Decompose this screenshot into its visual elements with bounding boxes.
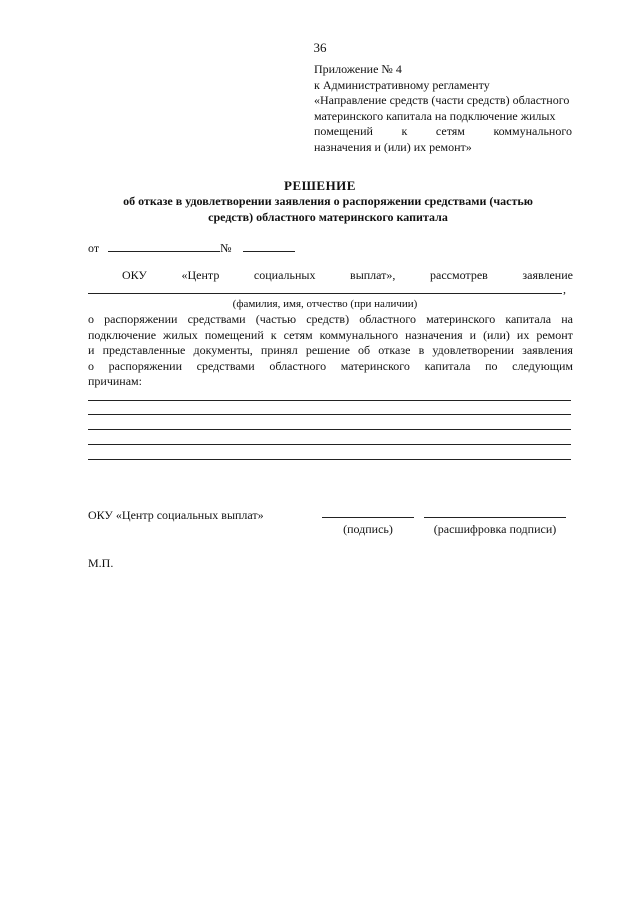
body-word: принял xyxy=(260,343,298,357)
body-word: областного xyxy=(269,358,327,373)
body-word: по xyxy=(485,358,498,373)
body-word: коммунального xyxy=(319,327,399,342)
body-line xyxy=(88,343,573,359)
reason-line[interactable] xyxy=(88,414,571,415)
document-subtitle xyxy=(90,194,566,225)
body-word: помещений xyxy=(204,327,264,342)
date-number-row xyxy=(88,240,295,256)
signature-caption: (подпись) xyxy=(343,522,393,536)
reason-line[interactable] xyxy=(88,429,571,430)
decision-body-text xyxy=(88,312,573,390)
org-word: «Центр xyxy=(181,268,220,282)
appendix-line: материнского капитала на подключение жилых xyxy=(314,108,556,123)
body-word: причинам: xyxy=(88,374,142,388)
appendix-word: коммунального xyxy=(493,124,572,138)
body-word: отказе xyxy=(378,343,411,357)
name-comma: , xyxy=(563,282,566,296)
body-word: об xyxy=(358,343,371,357)
body-word: подключение xyxy=(88,327,157,342)
org-word: выплат», xyxy=(350,268,396,282)
body-word: представленные xyxy=(102,343,186,357)
from-label: от xyxy=(88,241,100,255)
body-word: и xyxy=(88,343,95,357)
body-word: заявления xyxy=(522,343,573,357)
body-word: капитала xyxy=(505,312,552,326)
subtitle-line: об отказе в удовлетворении заявления о распоряжении средствами (частью xyxy=(123,194,533,208)
appendix-word: сетям xyxy=(435,124,465,138)
signature-decode-caption: (расшифровка подписи) xyxy=(433,522,557,536)
body-word: (или) xyxy=(483,327,510,342)
org-word: заявление xyxy=(522,268,573,282)
body-word: средствами xyxy=(196,358,255,373)
appendix-line: назначения и (или) их ремонт» xyxy=(314,139,472,154)
body-word: материнского xyxy=(340,358,410,373)
body-word: назначения xyxy=(405,327,463,342)
org-row xyxy=(122,268,573,283)
body-word: их xyxy=(516,327,530,342)
appendix-line: «Направление средств (части средств) областного xyxy=(314,93,570,107)
body-line xyxy=(88,312,573,328)
body-word: ремонт xyxy=(536,327,573,342)
number-label: № xyxy=(220,241,232,255)
appendix-line: к Административному регламенту xyxy=(314,77,490,92)
body-word: о xyxy=(88,312,94,326)
subtitle-line: средств) областного материнского капитала xyxy=(208,209,448,224)
body-word: документы, xyxy=(193,343,253,357)
body-word: на xyxy=(561,312,573,326)
body-line xyxy=(88,328,573,344)
reason-line[interactable] xyxy=(88,459,571,460)
body-word: к xyxy=(270,327,277,342)
body-word: распоряжении xyxy=(104,312,178,326)
body-line xyxy=(88,359,573,375)
body-word: (частью xyxy=(255,312,297,326)
body-line xyxy=(88,374,573,390)
body-word: материнского xyxy=(426,312,496,326)
reason-line[interactable] xyxy=(88,444,571,445)
appendix-word: помещений xyxy=(314,124,373,138)
number-field-line[interactable] xyxy=(243,240,295,252)
body-word: и xyxy=(469,327,477,342)
signature-org-label: ОКУ «Центр социальных выплат» xyxy=(88,508,264,522)
applicant-name-line[interactable] xyxy=(88,293,562,294)
page-number: 36 xyxy=(313,40,327,55)
body-word: сетям xyxy=(283,327,313,342)
body-word: в xyxy=(418,343,425,357)
signature-line[interactable] xyxy=(322,517,414,518)
org-word: ОКУ xyxy=(122,268,147,282)
body-word: средствами xyxy=(187,312,246,326)
org-word: социальных xyxy=(253,268,316,282)
body-word: капитала xyxy=(424,358,471,373)
body-word: распоряжении xyxy=(108,358,182,373)
body-word: областного xyxy=(359,312,416,326)
reason-line[interactable] xyxy=(88,400,571,401)
stamp-label: М.П. xyxy=(88,556,114,570)
body-word: следующим xyxy=(512,358,573,373)
applicant-name-caption: (фамилия, имя, отчество (при наличии) xyxy=(232,298,418,310)
body-word: средств) xyxy=(306,312,350,326)
date-field-line[interactable] xyxy=(108,240,220,252)
body-word: жилых xyxy=(163,327,198,342)
appendix-line: Приложение № 4 xyxy=(314,62,402,76)
appendix-header xyxy=(314,62,572,155)
org-word: рассмотрев xyxy=(430,268,488,282)
signature-decode-line[interactable] xyxy=(424,517,566,518)
body-word: удовлетворении xyxy=(432,343,514,357)
appendix-justified-line xyxy=(314,124,572,140)
document-title: РЕШЕНИЕ xyxy=(284,178,356,193)
body-word: о xyxy=(88,358,94,373)
appendix-word: к xyxy=(401,124,408,138)
body-word: решение xyxy=(305,343,350,357)
